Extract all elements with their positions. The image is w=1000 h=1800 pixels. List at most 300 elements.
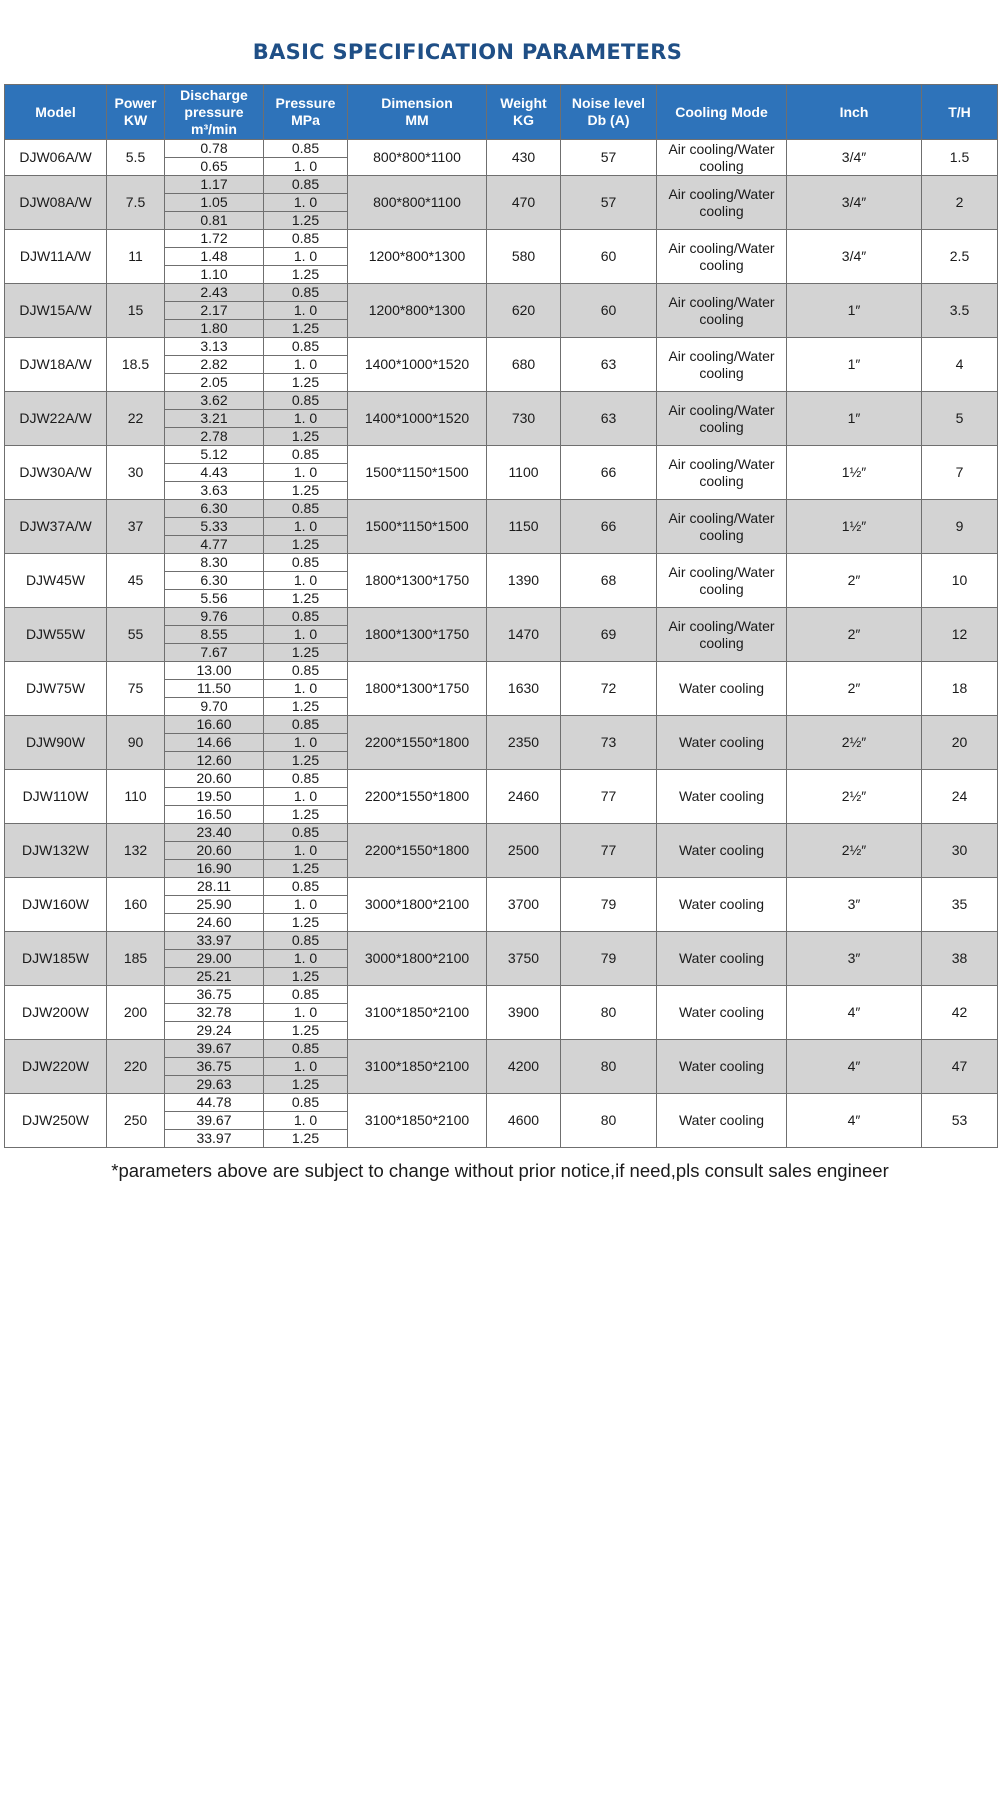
- discharge-cell: 39.67: [165, 1040, 264, 1058]
- pressure-cell: 0.85: [264, 140, 348, 158]
- discharge-cell: 8.30: [165, 554, 264, 572]
- table-row: [5, 716, 998, 734]
- pressure-cell: 0.85: [264, 338, 348, 356]
- table-row: [5, 500, 998, 518]
- inch-cell: 2½″: [787, 824, 922, 878]
- discharge-cell: 36.75: [165, 1058, 264, 1076]
- pressure-cell: 1. 0: [264, 572, 348, 590]
- header-line: Discharge: [180, 86, 248, 103]
- header-discharge: [165, 85, 264, 140]
- pressure-cell: 0.85: [264, 1040, 348, 1058]
- model-cell: DJW220W: [5, 1040, 107, 1094]
- power-cell: 75: [107, 662, 165, 716]
- discharge-cell: 25.90: [165, 896, 264, 914]
- power-cell: 15: [107, 284, 165, 338]
- model-cell: DJW30A/W: [5, 446, 107, 500]
- th-cell: 10: [922, 554, 998, 608]
- pressure-cell: 0.85: [264, 986, 348, 1004]
- inch-cell: 1½″: [787, 446, 922, 500]
- th-cell: 30: [922, 824, 998, 878]
- header-pressure: [264, 85, 348, 140]
- model-cell: DJW15A/W: [5, 284, 107, 338]
- pressure-cell: 1. 0: [264, 1058, 348, 1076]
- power-cell: 22: [107, 392, 165, 446]
- discharge-cell: 23.40: [165, 824, 264, 842]
- cooling-cell: Air cooling/Water cooling: [657, 284, 787, 338]
- pressure-cell: 1.25: [264, 698, 348, 716]
- power-cell: 200: [107, 986, 165, 1040]
- pressure-cell: 1.25: [264, 806, 348, 824]
- pressure-cell: 0.85: [264, 392, 348, 410]
- header-th: [922, 85, 998, 140]
- th-cell: 20: [922, 716, 998, 770]
- discharge-cell: 5.33: [165, 518, 264, 536]
- discharge-cell: 1.72: [165, 230, 264, 248]
- noise-cell: 68: [561, 554, 657, 608]
- cooling-cell: Air cooling/Water cooling: [657, 554, 787, 608]
- pressure-cell: 0.85: [264, 770, 348, 788]
- cooling-cell: Water cooling: [657, 716, 787, 770]
- cooling-cell: Air cooling/Water cooling: [657, 176, 787, 230]
- table-row: [5, 554, 998, 572]
- th-cell: 9: [922, 500, 998, 554]
- pressure-cell: 1. 0: [264, 194, 348, 212]
- pressure-cell: 1. 0: [264, 626, 348, 644]
- weight-cell: 2500: [487, 824, 561, 878]
- pressure-cell: 1.25: [264, 644, 348, 662]
- discharge-cell: 3.21: [165, 410, 264, 428]
- noise-cell: 79: [561, 932, 657, 986]
- noise-cell: 63: [561, 392, 657, 446]
- header-line: T/H: [948, 103, 971, 120]
- inch-cell: 3/4″: [787, 230, 922, 284]
- pressure-cell: 1. 0: [264, 302, 348, 320]
- discharge-cell: 4.43: [165, 464, 264, 482]
- discharge-cell: 2.78: [165, 428, 264, 446]
- noise-cell: 79: [561, 878, 657, 932]
- power-cell: 5.5: [107, 140, 165, 176]
- discharge-cell: 7.67: [165, 644, 264, 662]
- table-body: [5, 140, 998, 1148]
- header-line: Db (A): [587, 112, 630, 128]
- dimension-cell: 1200*800*1300: [348, 230, 487, 284]
- discharge-cell: 3.13: [165, 338, 264, 356]
- model-cell: DJW160W: [5, 878, 107, 932]
- dimension-cell: 3000*1800*2100: [348, 878, 487, 932]
- discharge-cell: 29.24: [165, 1022, 264, 1040]
- pressure-cell: 0.85: [264, 446, 348, 464]
- weight-cell: 1100: [487, 446, 561, 500]
- pressure-cell: 0.85: [264, 716, 348, 734]
- discharge-cell: 44.78: [165, 1094, 264, 1112]
- dimension-cell: 1500*1150*1500: [348, 500, 487, 554]
- inch-cell: 3/4″: [787, 140, 922, 176]
- noise-cell: 60: [561, 284, 657, 338]
- th-cell: 2.5: [922, 230, 998, 284]
- th-cell: 2: [922, 176, 998, 230]
- pressure-cell: 1.25: [264, 212, 348, 230]
- inch-cell: 1″: [787, 392, 922, 446]
- pressure-cell: 1.25: [264, 266, 348, 284]
- table-row: [5, 338, 998, 356]
- pressure-cell: 1. 0: [264, 410, 348, 428]
- discharge-cell: 29.00: [165, 950, 264, 968]
- inch-cell: 4″: [787, 1094, 922, 1148]
- table-row: [5, 878, 998, 896]
- table-row: [5, 446, 998, 464]
- inch-cell: 3″: [787, 932, 922, 986]
- header-model: [5, 85, 107, 140]
- cooling-cell: Air cooling/Water cooling: [657, 392, 787, 446]
- discharge-cell: 25.21: [165, 968, 264, 986]
- discharge-cell: 1.48: [165, 248, 264, 266]
- inch-cell: 2″: [787, 554, 922, 608]
- th-cell: 24: [922, 770, 998, 824]
- pressure-cell: 0.85: [264, 284, 348, 302]
- pressure-cell: 0.85: [264, 878, 348, 896]
- model-cell: DJW110W: [5, 770, 107, 824]
- header-line: Pressure: [275, 95, 336, 111]
- weight-cell: 470: [487, 176, 561, 230]
- model-cell: DJW250W: [5, 1094, 107, 1148]
- weight-cell: 2460: [487, 770, 561, 824]
- model-cell: DJW18A/W: [5, 338, 107, 392]
- cooling-cell: Water cooling: [657, 1040, 787, 1094]
- model-cell: DJW200W: [5, 986, 107, 1040]
- pressure-cell: 1.25: [264, 482, 348, 500]
- th-cell: 5: [922, 392, 998, 446]
- discharge-cell: 33.97: [165, 932, 264, 950]
- inch-cell: 1″: [787, 338, 922, 392]
- pressure-cell: 1.25: [264, 1022, 348, 1040]
- cooling-cell: Water cooling: [657, 770, 787, 824]
- noise-cell: 60: [561, 230, 657, 284]
- discharge-cell: 20.60: [165, 842, 264, 860]
- pressure-cell: 1.25: [264, 1130, 348, 1148]
- model-cell: DJW55W: [5, 608, 107, 662]
- discharge-cell: 5.12: [165, 446, 264, 464]
- cooling-cell: Water cooling: [657, 1094, 787, 1148]
- header-weight: [487, 85, 561, 140]
- pressure-cell: 0.85: [264, 176, 348, 194]
- cooling-cell: Air cooling/Water cooling: [657, 608, 787, 662]
- pressure-cell: 1.25: [264, 752, 348, 770]
- noise-cell: 80: [561, 986, 657, 1040]
- discharge-cell: 8.55: [165, 626, 264, 644]
- header-row: [5, 85, 998, 140]
- weight-cell: 4600: [487, 1094, 561, 1148]
- discharge-cell: 33.97: [165, 1130, 264, 1148]
- inch-cell: 4″: [787, 986, 922, 1040]
- header-line: Dimension: [381, 95, 453, 111]
- model-cell: DJW37A/W: [5, 500, 107, 554]
- pressure-cell: 0.85: [264, 230, 348, 248]
- discharge-cell: 6.30: [165, 500, 264, 518]
- noise-cell: 66: [561, 500, 657, 554]
- model-cell: DJW08A/W: [5, 176, 107, 230]
- weight-cell: 3750: [487, 932, 561, 986]
- power-cell: 132: [107, 824, 165, 878]
- cooling-cell: Air cooling/Water cooling: [657, 338, 787, 392]
- header-line: Power: [114, 95, 157, 111]
- table-row: [5, 176, 998, 194]
- header-line: MPa: [291, 112, 320, 128]
- inch-cell: 2½″: [787, 716, 922, 770]
- noise-cell: 57: [561, 140, 657, 176]
- pressure-cell: 1. 0: [264, 1004, 348, 1022]
- dimension-cell: 3100*1850*2100: [348, 986, 487, 1040]
- pressure-cell: 0.85: [264, 662, 348, 680]
- noise-cell: 63: [561, 338, 657, 392]
- power-cell: 45: [107, 554, 165, 608]
- noise-cell: 72: [561, 662, 657, 716]
- discharge-cell: 3.63: [165, 482, 264, 500]
- model-cell: DJW11A/W: [5, 230, 107, 284]
- weight-cell: 2350: [487, 716, 561, 770]
- noise-cell: 77: [561, 770, 657, 824]
- power-cell: 11: [107, 230, 165, 284]
- weight-cell: 680: [487, 338, 561, 392]
- header-line: KG: [513, 112, 534, 128]
- table-row: [5, 140, 998, 158]
- header-dimension: [348, 85, 487, 140]
- page-title: BASIC SPECIFICATION PARAMETERS: [252, 40, 683, 64]
- noise-cell: 80: [561, 1094, 657, 1148]
- inch-cell: 2″: [787, 608, 922, 662]
- power-cell: 90: [107, 716, 165, 770]
- pressure-cell: 0.85: [264, 500, 348, 518]
- pressure-cell: 0.85: [264, 608, 348, 626]
- th-cell: 4: [922, 338, 998, 392]
- table-row: [5, 230, 998, 248]
- dimension-cell: 1400*1000*1520: [348, 338, 487, 392]
- th-cell: 35: [922, 878, 998, 932]
- discharge-cell: 1.05: [165, 194, 264, 212]
- inch-cell: 4″: [787, 1040, 922, 1094]
- dimension-cell: 1500*1150*1500: [348, 446, 487, 500]
- discharge-cell: 6.30: [165, 572, 264, 590]
- table-row: [5, 284, 998, 302]
- noise-cell: 77: [561, 824, 657, 878]
- discharge-cell: 13.00: [165, 662, 264, 680]
- cooling-cell: Air cooling/Water cooling: [657, 230, 787, 284]
- model-cell: DJW22A/W: [5, 392, 107, 446]
- cooling-cell: Water cooling: [657, 986, 787, 1040]
- header-line: Noise level: [571, 95, 646, 111]
- dimension-cell: 1200*800*1300: [348, 284, 487, 338]
- discharge-cell: 32.78: [165, 1004, 264, 1022]
- weight-cell: 1150: [487, 500, 561, 554]
- inch-cell: 2″: [787, 662, 922, 716]
- th-cell: 1.5: [922, 140, 998, 176]
- discharge-cell: 16.90: [165, 860, 264, 878]
- cooling-cell: Air cooling/Water cooling: [657, 140, 787, 176]
- cooling-cell: Water cooling: [657, 662, 787, 716]
- inch-cell: 2½″: [787, 770, 922, 824]
- pressure-cell: 1. 0: [264, 896, 348, 914]
- power-cell: 30: [107, 446, 165, 500]
- discharge-cell: 2.82: [165, 356, 264, 374]
- power-cell: 250: [107, 1094, 165, 1148]
- pressure-cell: 1. 0: [264, 680, 348, 698]
- table-row: [5, 824, 998, 842]
- pressure-cell: 1. 0: [264, 464, 348, 482]
- discharge-cell: 20.60: [165, 770, 264, 788]
- power-cell: 185: [107, 932, 165, 986]
- dimension-cell: 1400*1000*1520: [348, 392, 487, 446]
- pressure-cell: 1.25: [264, 860, 348, 878]
- header-power: [107, 85, 165, 140]
- th-cell: 3.5: [922, 284, 998, 338]
- pressure-cell: 1.25: [264, 428, 348, 446]
- spec-table: [4, 84, 998, 1148]
- pressure-cell: 1. 0: [264, 950, 348, 968]
- dimension-cell: 3100*1850*2100: [348, 1040, 487, 1094]
- dimension-cell: 800*800*1100: [348, 176, 487, 230]
- header-line: KW: [123, 112, 148, 128]
- header-line: MM: [405, 112, 429, 128]
- discharge-cell: 14.66: [165, 734, 264, 752]
- discharge-cell: 2.43: [165, 284, 264, 302]
- discharge-cell: 39.67: [165, 1112, 264, 1130]
- discharge-cell: 36.75: [165, 986, 264, 1004]
- table-row: [5, 770, 998, 788]
- discharge-cell: 9.76: [165, 608, 264, 626]
- header-line: Weight: [500, 95, 547, 111]
- table-row: [5, 932, 998, 950]
- pressure-cell: 0.85: [264, 554, 348, 572]
- header-cooling: [657, 85, 787, 140]
- weight-cell: 3700: [487, 878, 561, 932]
- discharge-cell: 24.60: [165, 914, 264, 932]
- pressure-cell: 1.25: [264, 914, 348, 932]
- table-row: [5, 1094, 998, 1112]
- cooling-cell: Air cooling/Water cooling: [657, 500, 787, 554]
- dimension-cell: 2200*1550*1800: [348, 770, 487, 824]
- discharge-cell: 28.11: [165, 878, 264, 896]
- table-row: [5, 608, 998, 626]
- pressure-cell: 0.85: [264, 932, 348, 950]
- noise-cell: 66: [561, 446, 657, 500]
- model-cell: DJW06A/W: [5, 140, 107, 176]
- pressure-cell: 1. 0: [264, 518, 348, 536]
- pressure-cell: 1.25: [264, 1076, 348, 1094]
- power-cell: 37: [107, 500, 165, 554]
- th-cell: 38: [922, 932, 998, 986]
- inch-cell: 1½″: [787, 500, 922, 554]
- th-cell: 53: [922, 1094, 998, 1148]
- noise-cell: 80: [561, 1040, 657, 1094]
- table-header: [5, 85, 998, 140]
- header-line: Model: [35, 103, 76, 120]
- noise-cell: 73: [561, 716, 657, 770]
- pressure-cell: 1. 0: [264, 1112, 348, 1130]
- power-cell: 110: [107, 770, 165, 824]
- model-cell: DJW132W: [5, 824, 107, 878]
- discharge-cell: 12.60: [165, 752, 264, 770]
- discharge-cell: 0.65: [165, 158, 264, 176]
- dimension-cell: 1800*1300*1750: [348, 662, 487, 716]
- cooling-cell: Air cooling/Water cooling: [657, 446, 787, 500]
- table-row: [5, 1040, 998, 1058]
- model-cell: DJW90W: [5, 716, 107, 770]
- discharge-cell: 0.78: [165, 140, 264, 158]
- pressure-cell: 1. 0: [264, 734, 348, 752]
- table-row: [5, 662, 998, 680]
- weight-cell: 430: [487, 140, 561, 176]
- pressure-cell: 1. 0: [264, 356, 348, 374]
- inch-cell: 3″: [787, 878, 922, 932]
- weight-cell: 580: [487, 230, 561, 284]
- dimension-cell: 1800*1300*1750: [348, 554, 487, 608]
- power-cell: 220: [107, 1040, 165, 1094]
- discharge-cell: 0.81: [165, 212, 264, 230]
- weight-cell: 4200: [487, 1040, 561, 1094]
- cooling-cell: Water cooling: [657, 824, 787, 878]
- pressure-cell: 1.25: [264, 590, 348, 608]
- discharge-cell: 2.17: [165, 302, 264, 320]
- header-line: pressure: [184, 103, 244, 120]
- pressure-cell: 0.85: [264, 1094, 348, 1112]
- header-line: Cooling Mode: [675, 103, 768, 120]
- header-inch: [787, 85, 922, 140]
- weight-cell: 730: [487, 392, 561, 446]
- header-noise: [561, 85, 657, 140]
- dimension-cell: 3000*1800*2100: [348, 932, 487, 986]
- header-line: m³/min: [191, 120, 237, 137]
- pressure-cell: 1. 0: [264, 158, 348, 176]
- noise-cell: 69: [561, 608, 657, 662]
- weight-cell: 3900: [487, 986, 561, 1040]
- pressure-cell: 1.25: [264, 968, 348, 986]
- discharge-cell: 19.50: [165, 788, 264, 806]
- discharge-cell: 1.10: [165, 266, 264, 284]
- model-cell: DJW75W: [5, 662, 107, 716]
- dimension-cell: 2200*1550*1800: [348, 716, 487, 770]
- discharge-cell: 16.60: [165, 716, 264, 734]
- discharge-cell: 1.80: [165, 320, 264, 338]
- pressure-cell: 1. 0: [264, 248, 348, 266]
- pressure-cell: 0.85: [264, 824, 348, 842]
- discharge-cell: 16.50: [165, 806, 264, 824]
- noise-cell: 57: [561, 176, 657, 230]
- inch-cell: 1″: [787, 284, 922, 338]
- discharge-cell: 11.50: [165, 680, 264, 698]
- discharge-cell: 1.17: [165, 176, 264, 194]
- dimension-cell: 1800*1300*1750: [348, 608, 487, 662]
- pressure-cell: 1. 0: [264, 842, 348, 860]
- weight-cell: 620: [487, 284, 561, 338]
- header-line: Inch: [839, 103, 869, 120]
- discharge-cell: 29.63: [165, 1076, 264, 1094]
- cooling-cell: Water cooling: [657, 932, 787, 986]
- table-row: [5, 986, 998, 1004]
- pressure-cell: 1.25: [264, 320, 348, 338]
- model-cell: DJW185W: [5, 932, 107, 986]
- footnote: *parameters above are subject to change without prior notice,if need,pls consult sales engineer: [111, 1160, 889, 1181]
- dimension-cell: 2200*1550*1800: [348, 824, 487, 878]
- power-cell: 7.5: [107, 176, 165, 230]
- weight-cell: 1390: [487, 554, 561, 608]
- th-cell: 42: [922, 986, 998, 1040]
- th-cell: 12: [922, 608, 998, 662]
- weight-cell: 1470: [487, 608, 561, 662]
- discharge-cell: 2.05: [165, 374, 264, 392]
- power-cell: 160: [107, 878, 165, 932]
- discharge-cell: 5.56: [165, 590, 264, 608]
- discharge-cell: 3.62: [165, 392, 264, 410]
- pressure-cell: 1. 0: [264, 788, 348, 806]
